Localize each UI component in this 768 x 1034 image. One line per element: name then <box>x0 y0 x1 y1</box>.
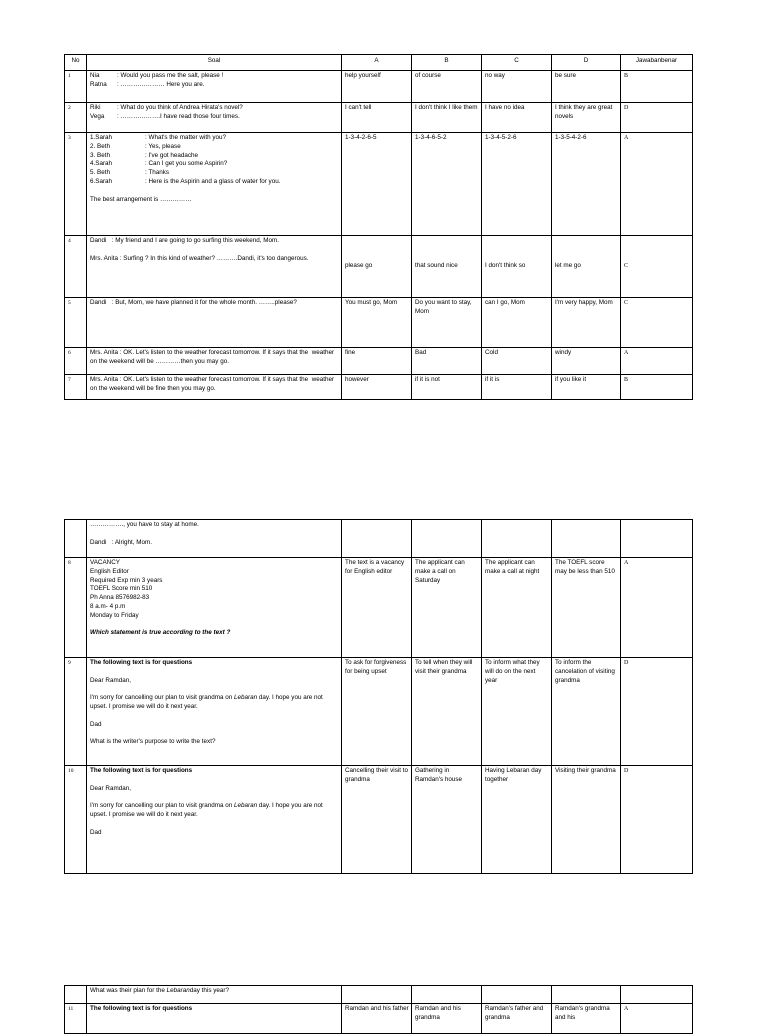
option-a: however <box>342 375 412 400</box>
table-row <box>65 236 693 298</box>
correct-answer: C <box>621 298 693 348</box>
correct-answer: D <box>621 766 693 874</box>
option-b: 1-3-4-6-5-2 <box>412 133 482 236</box>
question-prompt: What is the writer's purpose to write the text? <box>90 738 216 746</box>
table-row <box>65 1004 693 1034</box>
speaker: 1.Sarah <box>90 134 113 141</box>
option-d: let me go <box>552 236 621 298</box>
option-d: Ramdan's grandma and his <box>552 1004 621 1034</box>
question-text <box>87 348 342 375</box>
dialogue-line: Dandi : My friend and I are going to go surfing this weekend, Mom. <box>90 237 280 244</box>
header-answer: Jawabanbenar <box>621 55 693 71</box>
question-number: 10 <box>65 766 87 874</box>
correct-answer: A <box>621 558 693 658</box>
question-text <box>87 236 342 298</box>
correct-answer: C <box>621 236 693 298</box>
speaker: 2. Beth <box>90 142 110 150</box>
header-c: C <box>482 55 552 71</box>
correct-answer: B <box>621 375 693 400</box>
question-number: 5 <box>65 298 87 348</box>
option-a: I can't tell <box>342 103 412 133</box>
speaker: Ratna <box>90 80 107 88</box>
dialogue-line: : Can I get you some Aspirin? <box>145 160 228 168</box>
header-a: A <box>342 55 412 71</box>
vacancy-line: Monday to Friday <box>90 611 139 619</box>
dialogue-line: : Yes, please <box>145 142 181 150</box>
speaker: Nia <box>90 72 100 79</box>
table-row <box>65 71 693 103</box>
option-b: Do you want to stay, Mom <box>412 298 482 348</box>
vacancy-line: TOEFL Score min 510 <box>90 585 153 593</box>
option-c: Having Lebaran day together <box>482 766 552 874</box>
question-prompt: Which statement is true according to the text ? <box>90 629 231 637</box>
dialogue-line: : What's the matter with you? <box>145 134 226 141</box>
header-b: B <box>412 55 482 71</box>
dialogue-line: : ………………… Here you are. <box>117 80 205 88</box>
dialogue-line: : I've got headache <box>145 151 199 159</box>
option-a: fine <box>342 348 412 375</box>
option-b: if it is not <box>412 375 482 400</box>
table-row <box>65 520 693 558</box>
question-text <box>87 298 342 348</box>
speaker: 4.Sarah <box>90 160 113 168</box>
letter-greeting: Dear Ramdan, <box>90 784 131 792</box>
question-number: 6 <box>65 348 87 375</box>
correct-answer: B <box>621 71 693 103</box>
question-text <box>87 1004 342 1034</box>
question-number: 8 <box>65 558 87 658</box>
questions-table-page-2 <box>64 519 693 874</box>
table-row <box>65 348 693 375</box>
option-b: To tell when they will visit their grandma <box>412 658 482 766</box>
dialogue-line: : Here is the Aspirin and a glass of water for you. <box>145 177 281 185</box>
option-a: Cancelling their visit to grandma <box>342 766 412 874</box>
option-d: be sure <box>552 71 621 103</box>
question-prompt: What was their plan for the Lebaranday this year? <box>87 986 342 1004</box>
table-row <box>65 133 693 236</box>
option-d: I'm very happy, Mom <box>552 298 621 348</box>
vacancy-line: Required Exp min 3 years <box>90 576 163 584</box>
header-no: No <box>65 55 87 71</box>
question-heading: The following text is for questions <box>90 1005 193 1012</box>
option-b: I don't think I like them <box>412 103 482 133</box>
question-number: 3 <box>65 133 87 236</box>
question-number: 2 <box>65 103 87 133</box>
option-c: if it is <box>482 375 552 400</box>
question-number: 4 <box>65 236 87 298</box>
header-soal: Soal <box>87 55 342 71</box>
vacancy-line: 8 a.m- 4 p.m <box>90 602 126 610</box>
option-b: Bad <box>412 348 482 375</box>
option-b: of course <box>412 71 482 103</box>
option-c: Cold <box>482 348 552 375</box>
correct-answer: D <box>621 658 693 766</box>
speaker: 3. Beth <box>90 151 110 159</box>
correct-answer: A <box>621 133 693 236</box>
correct-answer: D <box>621 103 693 133</box>
correct-answer: A <box>621 1004 693 1034</box>
option-c: To inform what they will do on the next year <box>482 658 552 766</box>
letter-signature: Dad <box>90 720 102 728</box>
vacancy-line: English Editor <box>90 567 129 575</box>
table-row <box>65 103 693 133</box>
dialogue-line: : Thanks <box>145 169 170 177</box>
table-header-row <box>65 55 693 71</box>
question-number: 9 <box>65 658 87 766</box>
option-c: no way <box>482 71 552 103</box>
option-c: I have no idea <box>482 103 552 133</box>
questions-table-page-1 <box>64 54 693 400</box>
dialogue-line: Mrs. Anita : OK. Let's listen to the weather forecast tomorrow. If it says that the weather on the weekend will be fine then you may go. <box>90 376 336 392</box>
questions-table-page-3 <box>64 985 693 1034</box>
table-row <box>65 558 693 658</box>
option-c: I don't think so <box>482 236 552 298</box>
table-row <box>65 658 693 766</box>
option-a: help yourself <box>342 71 412 103</box>
option-c: Ramdan's father and grandma <box>482 1004 552 1034</box>
dialogue-line: : ……………….I have read those four times. <box>117 112 240 120</box>
speaker: Vega <box>90 112 105 120</box>
dialogue-line: ……………., you have to stay at home. <box>90 521 199 528</box>
option-a: please go <box>342 236 412 298</box>
question-heading: The following text is for questions <box>90 659 193 666</box>
table-row <box>65 986 693 1004</box>
option-d: I think they are great novels <box>552 103 621 133</box>
question-text <box>87 71 342 103</box>
dialogue-line: : Would you pass me the salt, please ! <box>117 72 224 79</box>
dialogue-line: Mrs. Anita : OK. Let's listen to the weather forecast tomorrow. If it says that the weather on the weekend will be …………then you may go. <box>90 349 336 365</box>
option-a: You must go, Mom <box>342 298 412 348</box>
letter-signature: Dad <box>90 828 102 836</box>
dialogue-line: : What do you think of Andrea Hirata's novel? <box>117 104 243 111</box>
option-d: The TOEFL score may be less than 510 <box>552 558 621 658</box>
dialogue-line: Dandi : But, Mom, we have planned it for the whole month. ……..please? <box>90 299 297 306</box>
table-row <box>65 298 693 348</box>
letter-greeting: Dear Ramdan, <box>90 676 131 684</box>
option-a: To ask for forgiveness for being upset <box>342 658 412 766</box>
question-heading: The following text is for questions <box>90 767 193 774</box>
letter-body: I'm sorry for cancelling our plan to visit grandma on Lebaran day. I hope you are not upset. I promise we will do it next year. <box>90 694 325 710</box>
option-d: if you like it <box>552 375 621 400</box>
speaker: 5. Beth <box>90 169 110 177</box>
option-d: 1-3-5-4-2-6 <box>552 133 621 236</box>
option-c: The applicant can make a call at night <box>482 558 552 658</box>
question-number: 11 <box>65 1004 87 1034</box>
header-d: D <box>552 55 621 71</box>
speaker: Riki <box>90 104 101 111</box>
option-a: Ramdan and his father <box>342 1004 412 1034</box>
option-b: Gathering in Ramdan's house <box>412 766 482 874</box>
question-text <box>87 520 342 558</box>
speaker: 6.Sarah <box>90 177 113 185</box>
question-prompt: The best arrangement is …………… <box>90 195 192 203</box>
correct-answer: A <box>621 348 693 375</box>
table-row <box>65 766 693 874</box>
question-text <box>87 766 342 874</box>
option-d: Visiting their grandma <box>552 766 621 874</box>
question-number: 1 <box>65 71 87 103</box>
option-a: 1-3-4-2-6-5 <box>342 133 412 236</box>
question-text <box>87 375 342 400</box>
table-row <box>65 375 693 400</box>
option-c: can I go, Mom <box>482 298 552 348</box>
question-text <box>87 658 342 766</box>
vacancy-line: Ph Anna 8576982-83 <box>90 594 150 602</box>
question-number: 7 <box>65 375 87 400</box>
option-b: The applicant can make a call on Saturday <box>412 558 482 658</box>
dialogue-line: Mrs. Anita : Surfing ? In this kind of weather? ……….Dandi, it's too dangerous. <box>90 254 309 262</box>
dialogue-line: Dandi : Alright, Mom. <box>90 538 152 546</box>
option-a: The text is a vacancy for English editor <box>342 558 412 658</box>
option-d: To inform the cancelation of visiting grandma <box>552 658 621 766</box>
question-text <box>87 133 342 236</box>
option-b: that sound nice <box>412 236 482 298</box>
question-text <box>87 103 342 133</box>
option-b: Ramdan and his grandma <box>412 1004 482 1034</box>
letter-body: I'm sorry for cancelling our plan to visit grandma on Lebaran day. I hope you are not upset. I promise we will do it next year. <box>90 802 325 818</box>
option-c: 1-3-4-5-2-6 <box>482 133 552 236</box>
question-text <box>87 558 342 658</box>
vacancy-heading: VACANCY <box>90 559 120 566</box>
option-d: windy <box>552 348 621 375</box>
